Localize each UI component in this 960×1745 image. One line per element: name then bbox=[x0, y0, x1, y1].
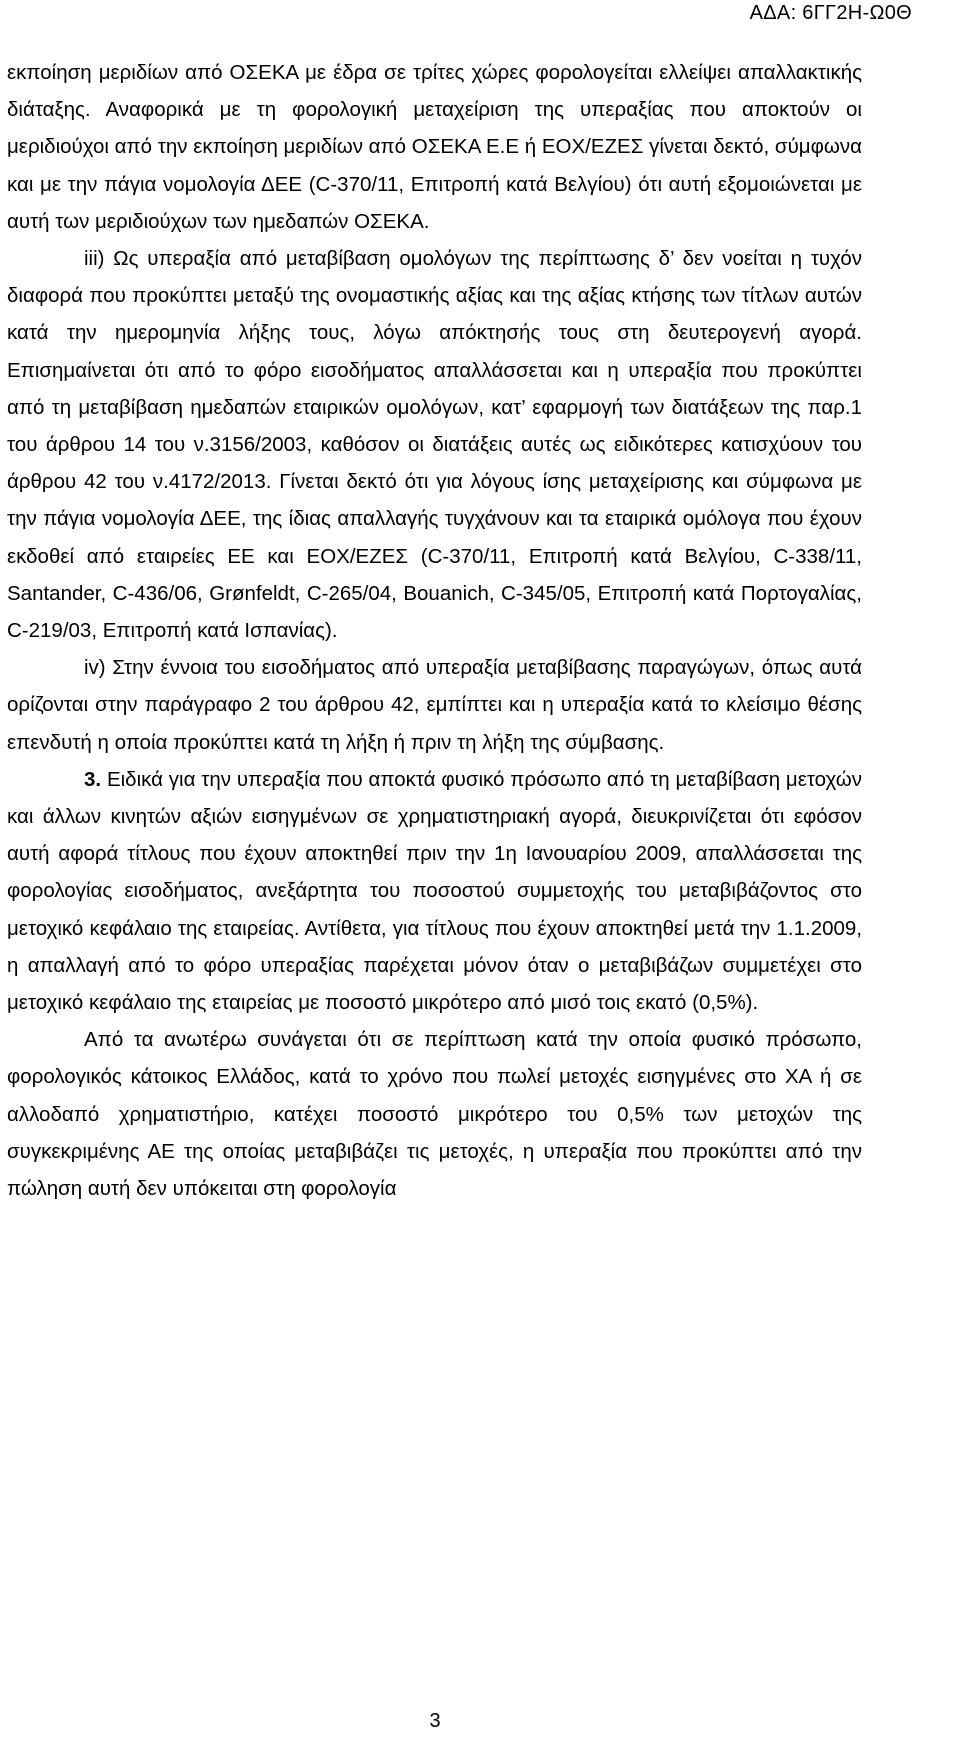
paragraph: iii) Ως υπεραξία από μεταβίβαση ομολόγων της περίπτωσης δ’ δεν νοείται η τυχόν διαφορά που προκύπτει μεταξύ της ονομαστικής αξίας και της αξίας κτήσης των τίτλων αυτών κατά την ημερομηνία λήξης τους, λόγω απόκτησής τους στη δευτερογενή αγορά. Επισημαίνεται ότι από το φόρο εισοδήματος απαλλάσσεται και η υπεραξία που προκύπτει από τη μεταβίβαση ημεδαπών εταιρικών ομολόγων, κατ’ εφαρμογή των διατάξεων της παρ.1 του άρθρου 14 του ν.3156/2003, καθόσον οι διατάξεις αυτές ως ειδικότερες κατισχύουν του άρθρου 42 του ν.4172/2013. Γίνεται δεκτό ότι για λόγους ίσης μεταχείρισης και σύμφωνα με την πάγια νομολογία ΔΕΕ, της ίδιας απαλλαγής τυγχάνουν και τα εταιρικά ομόλογα που έχουν εκδοθεί από εταιρείες ΕΕ και ΕΟΧ/ΕΖΕΣ (C-370/11, Επιτροπή κατά Βελγίου, C-338/11, Santander, C-436/06, Grønfeldt, C-265/04, Bouanich, C-345/05, Επιτροπή κατά Πορτογαλίας, C-219/03, Επιτροπή κατά Ισπανίας). bbox=[7, 247, 862, 643]
paragraph-text: Ειδικά για την υπεραξία που αποκτά φυσικό πρόσωπο από τη μεταβίβαση μετοχών και άλλων κινητών αξιών εισηγμένων σε χρηματιστηριακή αγορά, διευκρινίζεται ότι εφόσον αυτή αφορά τίτλους που έχουν αποκτηθεί πριν την 1η Ιανουαρίου 2009, απαλλάσσεται της φορολογίας εισοδήματος, ανεξάρτητα του ποσοστού συμμετοχής του μεταβιβάζοντος στο μετοχικό κεφάλαιο της εταιρείας. Αντίθετα, για τίτλους που έχουν αποκτηθεί μετά την 1.1.2009, η απαλλαγή από το φόρο υπεραξίας παρέχεται μόνον όταν ο μεταβιβάζων συμμετέχει στο μετοχικό κεφάλαιο της εταιρείας με ποσοστό μικρότερο από μισό τοις εκατό (0,5%). bbox=[7, 767, 862, 1015]
ada-code: ΑΔΑ: 6ΓΓ2Η-Ω0Θ bbox=[749, 2, 912, 24]
paragraph: iv) Στην έννοια του εισοδήματος από υπεραξία μεταβίβασης παραγώγων, όπως αυτά ορίζονται στην παράγραφο 2 του άρθρου 42, εμπίπτει και η υπεραξία κατά το κλείσιμο θέσης επενδυτή η οποία προκύπτει κατά τη λήξη ή πριν τη λήξη της σύμβασης. bbox=[7, 656, 862, 754]
document-body bbox=[7, 54, 862, 1207]
section-number: 3. bbox=[84, 767, 102, 791]
paragraph: εκποίηση μεριδίων από ΟΣΕΚΑ με έδρα σε τρίτες χώρες φορολογείται ελλείψει απαλλακτικής διάταξης. Αναφορικά με τη φορολογική μεταχείριση της υπεραξίας που αποκτούν οι μεριδιούχοι από την εκποίηση μεριδίων από ΟΣΕΚΑ Ε.Ε ή ΕΟΧ/ΕΖΕΣ γίνεται δεκτό, σύμφωνα και με την πάγια νομολογία ΔΕΕ (C-370/11, Επιτροπή κατά Βελγίου) ότι αυτή εξομοιώνεται με αυτή των μεριδιούχων των ημεδαπών ΟΣΕΚΑ. bbox=[7, 61, 862, 233]
page-number: 3 bbox=[429, 1710, 441, 1732]
paragraph bbox=[7, 761, 862, 1021]
paragraph: Από τα ανωτέρω συνάγεται ότι σε περίπτωση κατά την οποία φυσικό πρόσωπο, φορολογικός κάτοικος Ελλάδος, κατά το χρόνο που πωλεί μετοχές εισηγμένες στο ΧΑ ή σε αλλοδαπό χρηματιστήριο, κατέχει ποσοστό μικρότερο του 0,5% των μετοχών της συγκεκριμένης ΑΕ της οποίας μεταβιβάζει τις μετοχές, η υπεραξία που προκύπτει από την πώληση αυτή δεν υπόκειται στη φορολογία bbox=[7, 1028, 862, 1201]
